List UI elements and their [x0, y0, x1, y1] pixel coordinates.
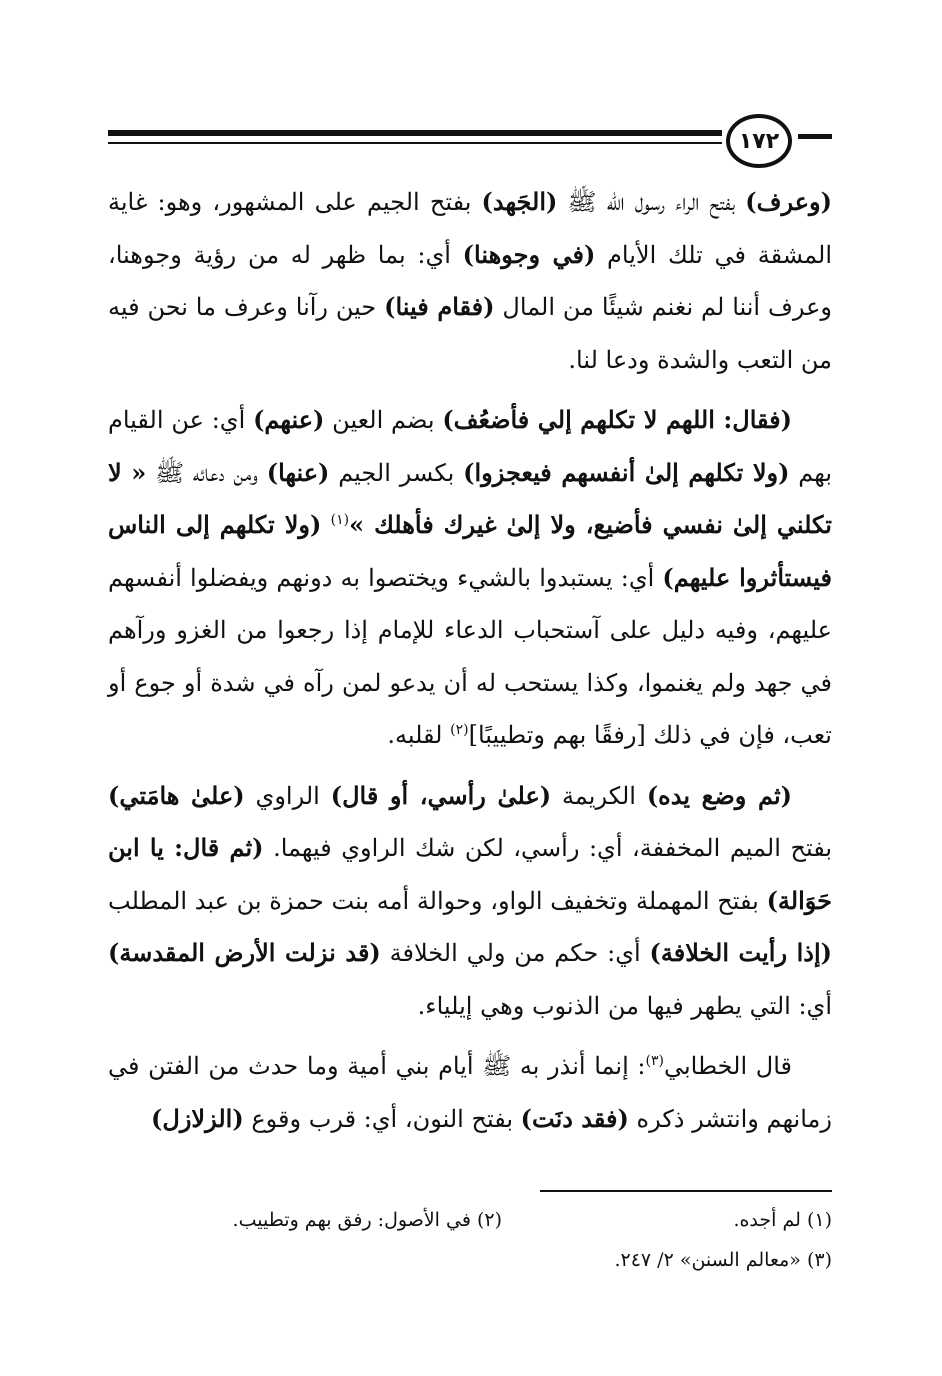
footnote-row [108, 1240, 832, 1280]
paragraph [108, 1040, 832, 1145]
text-run: أي: حكم من ولي الخلافة [380, 939, 650, 967]
footnotes [108, 1200, 832, 1280]
text-run: قال الخطابي [663, 1052, 792, 1080]
bold-text: (وعرف) [745, 187, 832, 216]
bold-text: (الزلازل) [151, 1103, 244, 1133]
text-run: بفتح النون، أي: قرب وقوع [243, 1104, 521, 1133]
paragraph [108, 770, 832, 1033]
main-text [108, 176, 832, 1153]
text-run: أي: عن القيام بهم [108, 406, 833, 487]
footnote-marker: (٢) [450, 722, 469, 738]
paragraph [108, 394, 832, 762]
footnote-separator [540, 1190, 832, 1192]
text-run: ومن دعائه ﷺ [146, 458, 267, 487]
text-run: بضم العين [324, 406, 443, 434]
text-run: أي: يستبدوا بالشيء ويختصوا به دونهم ويفضلوا أنفسهم عليهم، وفيه دليل على آستحباب الدعاء للإمام إذا رجعوا من الغزو ورآهم في جهد ولم يغنموا، وكذا يستحب له أن يدعو لمن رآه في شدة أو جوع أو تعب، فإن في ذلك [رفقًا بهم وتطييبًا] [108, 563, 832, 749]
text-run: أي: بما ظهر له من رؤية وجوهنا، وعرف أننا لم نغنم شيئًا من المال [108, 240, 833, 321]
bold-text: (علىٰ هامَتي) [108, 780, 245, 810]
bold-text: (عنهم) [253, 405, 325, 434]
footnote-marker: (٣) [645, 1053, 664, 1069]
paragraph [108, 176, 832, 386]
text-run: الراوي [244, 781, 331, 810]
footnote-marker: (١) [330, 512, 350, 528]
bold-text: (فقال: اللهم لا تكلهم إلي فأضعُف) [442, 405, 793, 434]
text-run: : إنما أنذر به ﷺ أيام بني أمية وما حدث من الفتن في زمانهم وانتشر ذكره [108, 1052, 832, 1133]
text-run: أي: التي يطهر فيها من الذنوب وهي إيلياء. [417, 991, 832, 1020]
text-run: بفتح المهملة وتخفيف الواو، وحوالة أمه بنت حمزة بن عبد المطلب [108, 886, 767, 915]
header-rule-thin [108, 142, 722, 144]
text-run: حين رآنا وعرف ما نحن فيه من التعب والشدة ودعا لنا. [108, 293, 832, 374]
bold-text: (الجَهد) [481, 187, 558, 216]
footnote-row [108, 1200, 832, 1240]
bold-text: (إذا رأيت الخلافة) [649, 938, 832, 967]
bold-text: (ثم قال: يا ابن حَوَالة) [108, 833, 832, 915]
header-rule-stub [798, 134, 832, 139]
footnote-3: (٣) «معالم السنن» ٢/ ٢٤٧. [614, 1249, 832, 1271]
bold-text: (فقام فينا) [384, 292, 495, 321]
footnote-2: (٢) في الأصول: رفق بهم وتطييب. [232, 1209, 502, 1231]
bold-text: (علىٰ رأسي، أو قال) [330, 780, 552, 810]
text-run: الكريمة [551, 781, 647, 810]
bold-text: (عنها) [266, 457, 330, 487]
text-run: لقلبه. [387, 721, 451, 749]
text-run: بفتح الجيم على المشهور، وهو: غاية المشقة في تلك الأيام [108, 188, 833, 269]
page-number: ١٧٢ [726, 114, 792, 168]
text-run: بفتح الميم المخففة، أي: رأسي، لكن شك الراوي فيهما. [263, 834, 833, 862]
bold-text: « لا تكلني إلىٰ نفسي فأضيع، ولا إلىٰ غيرك فأهلك » [108, 457, 832, 539]
text-run: بفتح الراء رسول الله ﷺ [557, 188, 746, 216]
bold-text: (ولا تكلهم إلى الناس فيستأثروا عليهم) [108, 510, 832, 592]
bold-text: (قد نزلت الأرض المقدسة) [108, 938, 381, 967]
text-run: بكسر الجيم [329, 458, 464, 487]
bold-text: (ثم وضع يده) [646, 780, 792, 810]
text-run [321, 511, 330, 539]
footnote-1: (١) لم أجده. [733, 1209, 832, 1231]
bold-text: (فقد دنَت) [520, 1103, 629, 1133]
header-rule-thick [108, 130, 722, 136]
page-header [108, 114, 832, 172]
bold-text: (ولا تكلهم إلىٰ أنفسهم فيعجزوا) [463, 457, 790, 487]
bold-text: (في وجوهنا) [462, 239, 596, 269]
